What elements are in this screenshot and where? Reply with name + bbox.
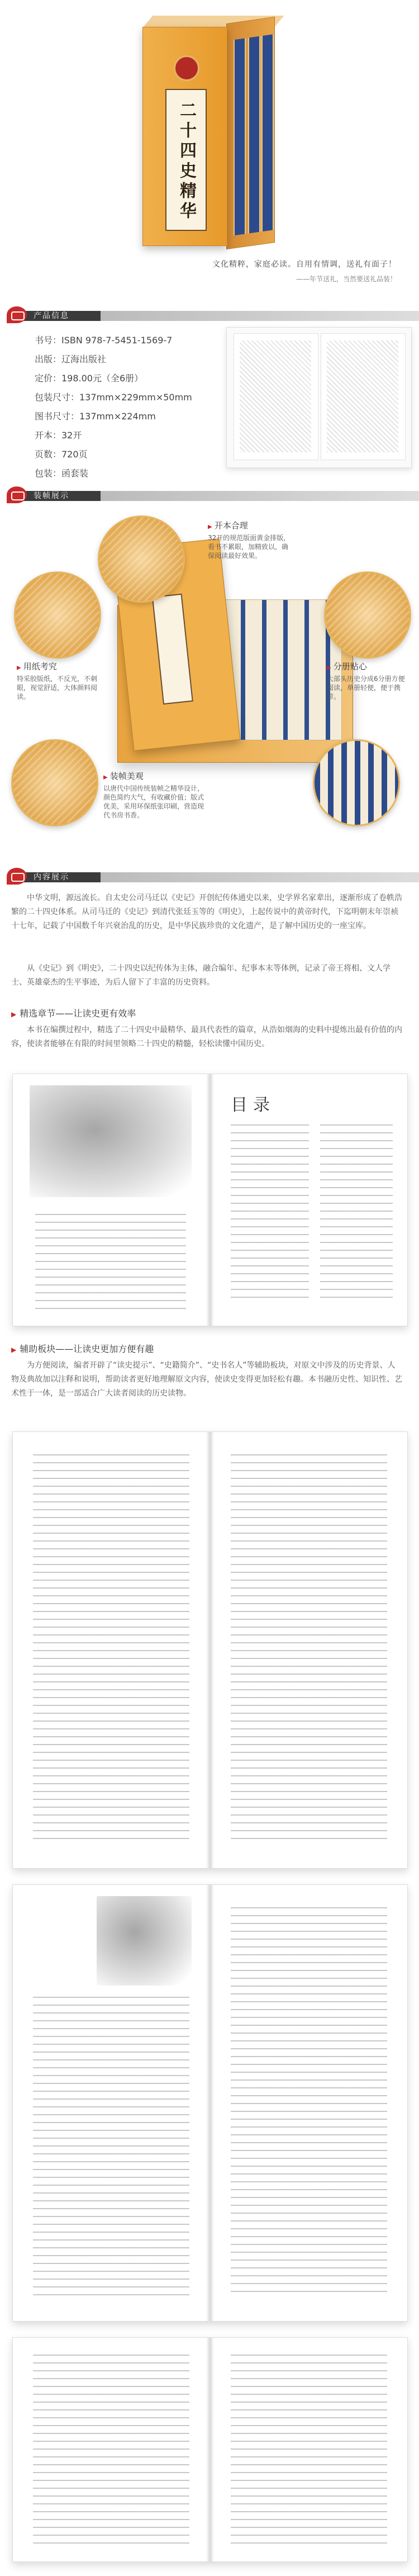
callout-open: [208, 521, 292, 560]
product-box-image: [142, 16, 282, 250]
seal-icon: [174, 55, 199, 81]
text-lines: [231, 2355, 387, 2545]
spread-page-left: [13, 1074, 208, 1326]
spread-page-right: [214, 1885, 407, 2321]
section-title: 装帧展示: [34, 491, 69, 500]
section1-paragraph: 本书在编撰过程中，精选了二十四史中最精华、最具代表性的篇章，从浩如烟海的史料中提炼出最有价值的内容，使读者能够在有限的时间里领略二十四史的精髓，轻松读懂中国历史。: [11, 1025, 402, 1048]
section2-heading: ▶ 辅助板块——让读史更加方便有趣: [11, 1342, 402, 1355]
info-row: 页数：720页: [35, 449, 88, 460]
section-title: 产品信息: [34, 311, 69, 320]
box-front: [142, 27, 227, 246]
slogan-line2: ——年节送礼，当然要送礼品装！: [296, 275, 397, 283]
book-pages-photo: [226, 327, 412, 468]
info-row: 包装：函套装: [35, 468, 89, 479]
callout-title: ▶ 装帧美观: [103, 772, 204, 782]
book-spread-content-2: [12, 1884, 408, 2322]
detail-circle-spines: [313, 739, 400, 826]
book-spine: [261, 34, 274, 231]
section-header-content: [0, 867, 419, 886]
section-header-product-info: [0, 305, 419, 324]
spread-page-left: [13, 1432, 208, 1868]
spread-page-right: [214, 1432, 407, 1868]
callout-desc: 大部头历史分成6分册方便阅读，单册轻便，便于携带。: [327, 675, 405, 701]
intro-paragraph-1: 中华文明，源远流长。自太史公司马迁以《史记》开创纪传体通史以来，史学界名家辈出，逐渐形成了卷帙浩繁的二十四史体系。从司马迁的《史记》到清代张廷玉等的《明史》，上起传说中的黄帝时代，下迄明朝末年崇祯十七年，记载了中国数千年兴衰治乱的历史，是中华民族珍贵的文化遗产，是了解中国历史的一座宝库。: [11, 894, 402, 930]
box-side: [226, 17, 275, 249]
callout-title: ▶ 开本合理: [208, 521, 292, 532]
callout-desc: 32开的规范版面黄金排版，看书不累眼，加精致以，确保阅读最好效果。: [208, 534, 291, 560]
section1-heading: ▶ 精选章节——让读史更有效率: [11, 1006, 402, 1019]
book-spread-toc: [12, 1074, 408, 1326]
callout-title: ▶ 分册贴心: [327, 662, 411, 673]
ink-illustration: [30, 1085, 192, 1197]
spread-page-left: [13, 2338, 208, 2561]
book-spread-content-1: [12, 1431, 408, 1869]
packaging-showcase: [0, 504, 419, 862]
section-title: 内容展示: [34, 873, 69, 882]
gutter: [206, 1432, 214, 1868]
gutter: [206, 2338, 214, 2561]
box-title: 二十四史精华: [177, 101, 196, 222]
section-header-packaging: [0, 485, 419, 504]
info-row: 开本：32开: [35, 430, 82, 441]
info-row: 定价：198.00元（全6册）: [35, 373, 144, 384]
slogan-line1: 文化精粹，家庭必读。自用有情调，送礼有面子！: [212, 260, 397, 269]
gutter: [206, 1885, 214, 2321]
section-bar: [22, 491, 419, 501]
badge-icon: [7, 306, 27, 323]
box-title-label: [165, 89, 207, 231]
callout-title: ▶ 用纸考究: [17, 662, 101, 673]
callout-binding: [103, 772, 204, 820]
book-spread-content-3: [12, 2337, 408, 2562]
info-row: 图书尺寸：137mm×224mm: [35, 411, 156, 422]
product-info-list: [35, 331, 225, 483]
callout-volumes: [327, 662, 411, 701]
text-lines: [231, 1907, 387, 2299]
spread-page-left: [13, 1885, 208, 2321]
slogan: [84, 258, 397, 283]
section2-paragraph: 为方便阅读，编者开辟了“读史提示”、“史籍简介”、“史书名人”等辅助板块，对原文中涉及的历史背景、人物及典故加以注释和说明，帮助读者更好地理解原文内容，使读史变得更加轻松有趣。本书融历史性、知识性、艺术性于一体，是一部适合广大读者阅读的历史读物。: [11, 1361, 402, 1398]
info-row: 出版：辽海出版社: [35, 354, 107, 365]
book-spine: [234, 38, 246, 235]
portrait-illustration: [97, 1896, 192, 1986]
intro-paragraph-2: 从《史记》到《明史》，二十四史以纪传体为主体，融合编年、纪事本末等体例，记录了帝王将相、文人学士、英雄豪杰的生平事迹，为后人留下了丰富的历史资料。: [11, 964, 391, 987]
gutter: [206, 1074, 214, 1326]
toc-lines: [231, 1124, 309, 1303]
hero-banner: [0, 0, 419, 313]
section-bar: [22, 311, 419, 321]
text-lines: [33, 2355, 189, 2545]
text-lines: [231, 1454, 387, 1846]
detail-circle-open: [98, 516, 185, 603]
toc-title: 目录: [231, 1095, 275, 1115]
text-lines: [33, 1454, 189, 1846]
callout-desc: 以唐代中国传统装帧之精华设计，颜色简约大气，有收藏价值；版式优美，采用环保纸张印刷，营造现代书房书香。: [103, 784, 204, 819]
spread-page-right: [214, 2338, 407, 2561]
info-row: 包装尺寸：137mm×229mm×50mm: [35, 392, 192, 403]
book-spine: [248, 36, 260, 234]
detail-circle-volumes: [324, 571, 411, 659]
detail-circle-paper: [14, 571, 101, 659]
callout-paper: [17, 662, 101, 701]
detail-circle-binding: [11, 739, 98, 826]
text-lines: [33, 1997, 189, 2299]
info-row: 书号：ISBN 978-7-5451-1569-7: [35, 335, 173, 346]
toc-lines: [320, 1124, 393, 1303]
badge-icon: [7, 868, 27, 885]
spread-page-right: [214, 1074, 407, 1326]
callout-desc: 特采胶版纸，不反光，不刺眼，视觉舒适，大体颜料阅读。: [17, 675, 98, 701]
page-left: [234, 333, 318, 460]
section-bar: [22, 872, 419, 882]
page-right: [321, 333, 406, 460]
text-lines: [35, 1214, 186, 1309]
badge-icon: [7, 486, 27, 503]
